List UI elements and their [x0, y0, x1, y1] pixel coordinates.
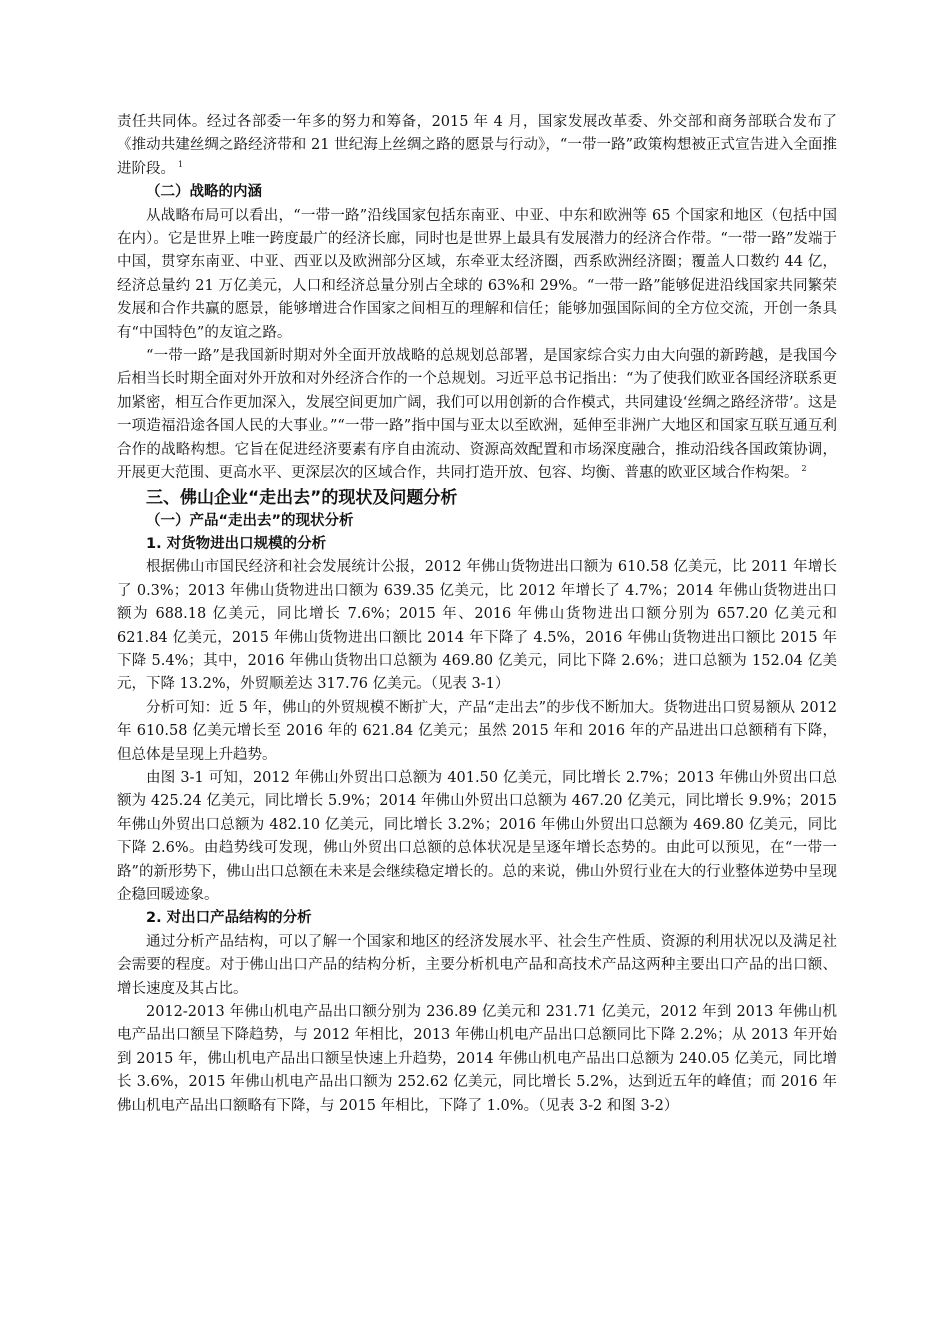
section-heading: 三、佛山企业“走出去”的现状及问题分析 [146, 487, 458, 508]
paragraph: 从战略布局可以看出，“一带一路”沿线国家包括东南亚、中亚、中东和欧洲等 65 个国家和地区（包括中国在内）。它是世界上唯一跨度最广的经济长廊，同时也是世界上最具有发展潜力的经济合作带。“一带一路”发端于中国，贯穿东南亚、中亚、西亚以及欧洲部分区域，东牵亚太经济圈，西系欧洲经济圈；覆盖人口数约 44 亿，经济总量约 21 万亿美元，人口和经济总量分别占全球的 63%和 29%。“一带一路”能够促进沿线国家共同繁荣发展和合作共赢的愿景，能够增进合作国家之间相互的理解和信任；能够加强国际间的全方位交流，开创一条具有“中国特色”的友谊之路。 [117, 207, 837, 341]
paragraph [117, 111, 837, 181]
footnote-ref: 1 [178, 159, 184, 169]
subsection-heading: （一）产品“走出去”的现状分析 [146, 512, 354, 529]
subsubsection-heading: 1. 对货物进出口规模的分析 [146, 535, 327, 552]
subsection-heading: （二）战略的内涵 [146, 184, 262, 201]
footnote-ref: 2 [801, 464, 807, 474]
paragraph: 分析可知：近 5 年，佛山的外贸规模不断扩大，产品“走出去”的步伐不断加大。货物进出口贸易额从 2012 年 610.58 亿美元增长至 2016 年的 621.84 亿美元；虽然 2015 年和 2016 年的产品进出口总额稍有下降，但总体是呈现上升趋势。 [117, 699, 837, 763]
paragraph: 2012-2013 年佛山机电产品出口额分别为 236.89 亿美元和 231.71 亿美元，2012 年到 2013 年佛山机电产品出口额呈下降趋势，与 2012 年相比，2013 年佛山机电产品出口总额同比下降 2.2%；从 2013 年开始到 2015 年，佛山机电产品出口额呈快速上升趋势，2014 年佛山机电产品出口总额为 240.05 亿美元，同比增长 3.6%，2015 年佛山机电产品出口额为 252.62 亿美元，同比增长 5.2%，达到近五年的峰值；而 2016 年佛山机电产品出口额略有下降，与 2015 年相比，下降了 1.0%。（见表 3-2 和图 3-2） [117, 1004, 837, 1114]
document-page [117, 111, 837, 1118]
paragraph-text: 责任共同体。经过各部委一年多的努力和筹备，2015 年 4 月，国家发展改革委、外交部和商务部联合发布了《推动共建丝绸之路经济带和 21 世纪海上丝绸之路的愿景与行动》，“一带一路”政策构想被正式宣告进入全面推进阶段。 [117, 114, 837, 177]
paragraph [117, 345, 837, 485]
paragraph: 通过分析产品结构，可以了解一个国家和地区的经济发展水平、社会生产性质、资源的利用状况以及满足社会需要的程度。对于佛山出口产品的结构分析，主要分析机电产品和高技术产品这两种主要出口产品的出口额、增长速度及其占比。 [117, 933, 837, 997]
subsubsection-heading: 2. 对出口产品结构的分析 [146, 910, 312, 927]
paragraph: 根据佛山市国民经济和社会发展统计公报，2012 年佛山货物进出口额为 610.58 亿美元，比 2011 年增长了 0.3%；2013 年佛山货物进出口额为 639.35 亿美元，比 2012 年增长了 4.7%；2014 年佛山货物进出口额为 688.18 亿美元，同比增长 7.6%；2015 年、2016 年佛山货物进出口额分别为 657.20 亿美元和 621.84 亿美元，2015 年佛山货物进出口额比 2014 年下降了 4.5%，2016 年佛山货物进出口额比 2015 年下降 5.4%；其中，2016 年佛山货物出口总额为 469.80 亿美元，同比下降 2.6%；进口总额为 152.04 亿美元，下降 13.2%，外贸顺差达 317.76 亿美元。（见表 3-1） [117, 559, 837, 693]
paragraph: 由图 3-1 可知，2012 年佛山外贸出口总额为 401.50 亿美元，同比增长 2.7%；2013 年佛山外贸出口总额为 425.24 亿美元，同比增长 5.9%；2014 年佛山外贸出口总额为 467.20 亿美元，同比增长 9.9%；2015 年佛山外贸出口总额为 482.10 亿美元，同比增长 3.2%；2016 年佛山外贸出口总额为 469.80 亿美元，同比下降 2.6%。由趋势线可发现，佛山外贸出口总额的总体状况是呈逐年增长态势的。由此可以预见，在“一带一路”的新形势下，佛山出口总额在未来是会继续稳定增长的。总的来说，佛山外贸行业在大的行业整体逆势中呈现企稳回暖迹象。 [117, 769, 837, 903]
paragraph-text: “一带一路”是我国新时期对外全面开放战略的总规划总部署，是国家综合实力由大向强的新跨越，是我国今后相当长时期全面对外开放和对外经济合作的一个总规划。习近平总书记指出：“为了使我们欧亚各国经济联系更加紧密，相互合作更加深入，发展空间更加广阔，我们可以用创新的合作模式，共同建设‘丝绸之路经济带’。这是一项造福沿途各国人民的大事业。”“一带一路”指中国与亚太以至欧洲，延伸至非洲广大地区和国家互联互通互利合作的战略构想。它旨在促进经济要素有序自由流动、资源高效配置和市场深度融合，推动沿线各国政策协调，开展更大范围、更高水平、更深层次的区域合作，共同打造开放、包容、均衡、普惠的欧亚区域合作构架。 [117, 348, 837, 482]
